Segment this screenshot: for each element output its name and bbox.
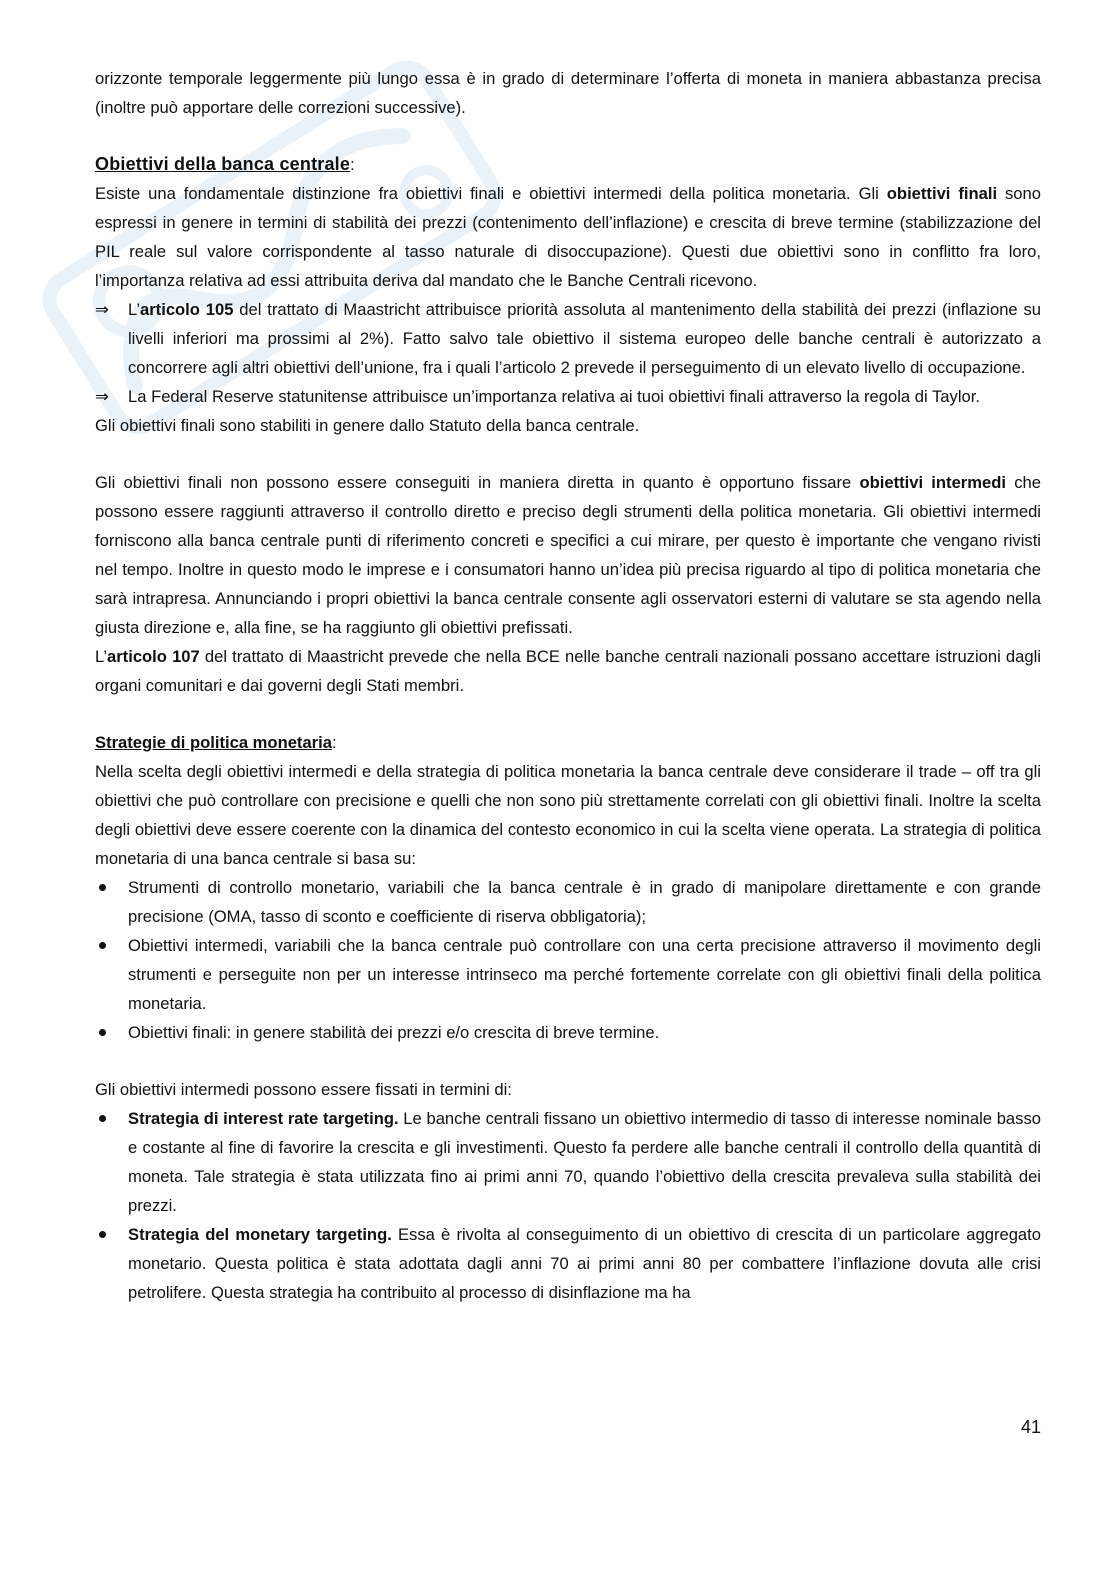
paragraph-articolo-107: L’articolo 107 del trattato di Maastricht prevede che nella BCE nelle banche centrali nazionali possano accettare istruzioni dagli organi comunitari e dai governi degli Stati membri. xyxy=(95,647,1041,695)
paragraph-strategie: Nella scelta degli obiettivi intermedi e della strategia di politica monetaria la banca centrale deve considerare il trade – off tra gli obiettivi che può controllare con precisione e quelli che non sono più strettamente correlati con gli obiettivi finali. Inoltre la scelta degli obiettivi deve essere coerente con la dinamica del contesto economico in cui la scelta viene operata. La strategia di politica monetaria di una banca centrale si basa su: xyxy=(95,762,1041,868)
list-item: Strumenti di controllo monetario, variabili che la banca centrale è in grado di manipolare direttamente e con grande precisione (OMA, tasso di sconto e coefficiente di riserva obbligatoria); xyxy=(128,878,1041,926)
page-number: 41 xyxy=(1020,1417,1041,1437)
list-item: Obiettivi finali: in genere stabilità dei prezzi e/o crescita di breve termine. xyxy=(128,1023,660,1042)
section-heading-strategie: Strategie di politica monetaria: xyxy=(95,733,337,752)
paragraph-fissati: Gli obiettivi intermedi possono essere fissati in termini di: xyxy=(95,1080,512,1099)
paragraph-obiettivi-intermedi: Gli obiettivi finali non possono essere conseguiti in maniera diretta in quanto è opportuno fissare obiettivi intermedi che possono essere raggiunti attraverso il controllo diretto e preciso degli strumenti della politica monetaria. Gli obiettivi intermedi forniscono alla banca centrale punti di riferimento concreti e specifici a cui mirare, per questo è importante che vengano rivisti nel tempo. Inoltre in questo modo le imprese e i consumatori hanno un’idea più precisa riguardo al tipo di politica monetaria che sarà intrapresa. Annunciando i propri obiettivi la banca centrale consente agli osservatori esterni di valutare se sta agendo nella giusta direzione e, alla fine, se ha raggiunto gli obiettivi prefissati. xyxy=(95,473,1041,637)
list-item: Obiettivi intermedi, variabili che la banca centrale può controllare con una certa precisione attraverso il movimento degli strumenti e perseguite non per un interesse intrinseco ma perché fortemente correlate con gli obiettivi finali della politica monetaria. xyxy=(128,936,1041,1013)
section-heading-obiettivi: Obiettivi della banca centrale: xyxy=(95,154,355,174)
bullet-list-strategie xyxy=(95,1104,1041,1307)
paragraph-statuto: Gli obiettivi finali sono stabiliti in genere dallo Statuto della banca centrale. xyxy=(95,416,640,435)
heading-strategie-text: Strategie di politica monetaria xyxy=(95,733,332,752)
list-item: Strategia del monetary targeting. Essa è rivolta al conseguimento di un obiettivo di crescita di un particolare aggregato monetario. Questa politica è stata adottata dagli anni 70 ai primi anni 80 per combattere l’inflazione dovuta alle crisi petrolifere. Questa strategia ha contribuito al processo di disinflazione ma ha xyxy=(128,1225,1041,1302)
list-item: Strategia di interest rate targeting. Le banche centrali fissano un obiettivo intermedio di tasso di interesse nominale basso e costante al fine di favorire la crescita e gli investimenti. Questo fa perdere alle banche centrali il controllo della quantità di moneta. Tale strategia è stata utilizzata fino ai primi anni 70, quando l’obiettivo della crescita prevaleva sulla stabilità dei prezzi. xyxy=(128,1109,1041,1215)
list-item: ⇒ L’articolo 105 del trattato di Maastricht attribuisce priorità assoluta al mantenimento della stabilità dei prezzi (inflazione su livelli inferiori ma prossimi al 2%). Fatto salvo tale obiettivo il sistema europeo delle banche centrali è autorizzato a concorrere agli altri obiettivi dell’unione, fra i quali l’articolo 2 prevede il perseguimento di un elevato livello di occupazione. xyxy=(95,295,1041,382)
heading-obiettivi-text: Obiettivi della banca centrale xyxy=(95,154,351,174)
bullet-list-strumenti xyxy=(95,873,1041,1047)
paragraph-obiettivi-finali: Esiste una fondamentale distinzione fra obiettivi finali e obiettivi intermedi della politica monetaria. Gli obiettivi finali sono espressi in genere in termini di stabilità dei prezzi (contenimento dell’inflazione) e crescita di breve termine (stabilizzazione del PIL reale sul valore corrispondente al tasso naturale di disoccupazione). Questi due obiettivi sono in conflitto fra loro, l’importanza relativa ad essi attribuita deriva dal mandato che le Banche Centrali ricevono. xyxy=(95,184,1041,290)
arrow-icon: ⇒ xyxy=(95,387,109,406)
arrow-list xyxy=(95,295,1041,411)
arrow-icon: ⇒ xyxy=(95,300,109,319)
list-item: ⇒ La Federal Reserve statunitense attribuisce un’importanza relativa ai tuoi obiettivi finali attraverso la regola di Taylor. xyxy=(95,382,1041,411)
document-page xyxy=(95,64,1041,1307)
intro-paragraph: orizzonte temporale leggermente più lungo essa è in grado di determinare l’offerta di moneta in maniera abbastanza precisa (inoltre può apportare delle correzioni successive). xyxy=(95,69,1041,117)
